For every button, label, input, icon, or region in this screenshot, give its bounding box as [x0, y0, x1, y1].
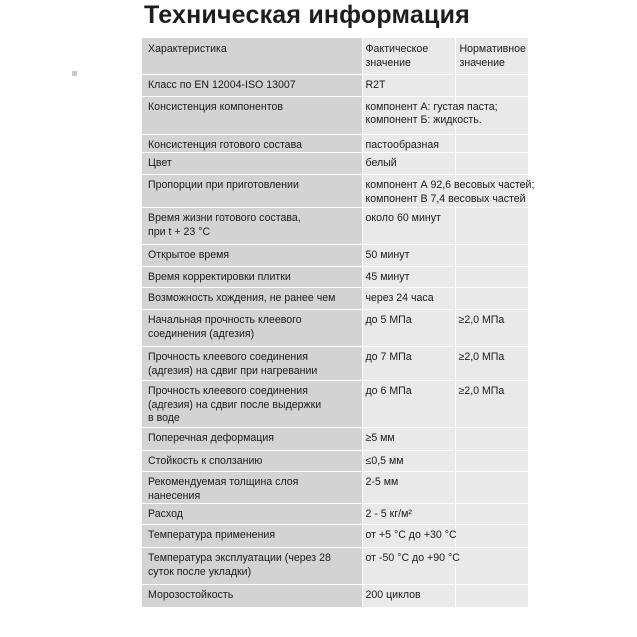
row-actual-value-line: от +5 °С до +30 °С — [365, 529, 457, 541]
header-normative-line2: значение — [459, 56, 505, 69]
row-actual-value — [362, 472, 455, 504]
row-characteristic-line: Рекомендуемая толщина слоя — [148, 476, 299, 488]
row-characteristic — [142, 504, 362, 525]
row-normative-value — [455, 208, 528, 245]
row-characteristic — [142, 267, 362, 288]
row-characteristic — [142, 472, 362, 504]
row-actual-value-line: 50 минут — [365, 249, 410, 261]
row-characteristic — [142, 134, 362, 153]
row-actual-value-line: белый — [365, 157, 397, 169]
row-characteristic — [142, 347, 362, 381]
row-characteristic — [142, 288, 362, 310]
row-actual-value-line: через 24 часа — [365, 292, 434, 304]
row-actual-value-line: до 5 МПа — [365, 314, 412, 326]
row-characteristic-line: (адгезия) на сдвиг при нагревании — [148, 364, 318, 377]
table-row — [142, 153, 528, 175]
row-characteristic-line: Температура применения — [148, 529, 276, 541]
row-actual-value — [362, 310, 455, 347]
row-characteristic-line: при t + 23 °С — [148, 225, 211, 238]
row-normative-value-line: ≥2,0 МПа — [458, 385, 505, 397]
row-characteristic-line: Стойкость к сползанию — [148, 455, 263, 467]
row-actual-value-line: до 7 МПа — [365, 351, 412, 363]
row-characteristic-line: Время жизни готового состава, — [148, 212, 301, 224]
table-row — [142, 208, 528, 245]
row-actual-value — [362, 245, 455, 267]
table-row — [142, 175, 528, 208]
row-characteristic — [142, 153, 362, 175]
row-normative-value — [455, 267, 528, 288]
row-characteristic-line: Консистенция готового состава — [148, 138, 302, 151]
row-actual-value — [362, 525, 455, 548]
row-actual-value-line: 200 циклов — [365, 589, 421, 601]
table-row — [142, 525, 528, 548]
row-characteristic — [142, 245, 362, 267]
table-header-row — [142, 38, 528, 74]
row-actual-value-line: до 6 МПа — [365, 385, 412, 397]
table-row — [142, 96, 528, 134]
row-characteristic-line: Расход — [148, 508, 183, 520]
header-characteristic — [142, 38, 362, 74]
row-actual-value — [362, 347, 455, 381]
row-actual-value — [362, 134, 455, 153]
row-characteristic-line: Открытое время — [148, 249, 230, 261]
row-characteristic-line: Класс по EN 12004-ISO 13007 — [148, 78, 296, 91]
table-row — [142, 504, 528, 525]
row-characteristic-line: Поперечная деформация — [148, 432, 274, 444]
row-normative-value — [455, 74, 528, 96]
row-normative-value — [455, 310, 528, 347]
table-row — [142, 428, 528, 451]
row-normative-value — [455, 504, 528, 525]
row-characteristic-line: Цвет — [148, 157, 172, 169]
row-actual-value — [362, 428, 455, 451]
table-row — [142, 134, 528, 153]
row-actual-value — [362, 548, 460, 585]
decorative-marker — [72, 71, 77, 76]
row-actual-value-line: R2T — [365, 78, 386, 91]
row-actual-value-line: компонент Б: жидкость. — [365, 114, 482, 126]
row-actual-value-line: 45 минут — [365, 271, 410, 283]
row-normative-value — [455, 428, 528, 451]
row-actual-value-line: ≤0,5 мм — [365, 455, 404, 467]
row-actual-value — [362, 74, 455, 96]
row-normative-value — [455, 585, 528, 608]
row-characteristic — [142, 381, 362, 428]
page-title: Техническая информация — [144, 1, 470, 29]
row-characteristic — [142, 208, 362, 245]
row-normative-value-line: ≥2,0 МПа — [458, 314, 505, 326]
row-characteristic — [142, 175, 362, 208]
row-actual-value — [362, 504, 455, 525]
row-actual-value — [362, 208, 455, 245]
row-characteristic — [142, 96, 362, 134]
row-actual-value — [362, 175, 535, 208]
row-normative-value — [455, 548, 528, 585]
table-row — [142, 267, 528, 288]
tech-info-table — [142, 38, 535, 608]
row-actual-value-line: компонент В 7,4 весовых частей — [365, 192, 526, 205]
row-characteristic-line: (адгезия) на сдвиг после выдержки — [148, 398, 322, 411]
table-row — [142, 245, 528, 267]
table-row — [142, 451, 528, 472]
row-characteristic-line: Прочность клеевого соединения — [148, 385, 308, 397]
table-row — [142, 381, 528, 428]
row-characteristic — [142, 310, 362, 347]
table-row — [142, 74, 528, 96]
header-actual-line2: значение — [365, 56, 411, 69]
row-characteristic — [142, 548, 362, 585]
table-row — [142, 310, 528, 347]
table-row — [142, 548, 528, 585]
row-actual-value — [362, 585, 455, 608]
header-characteristic-label: Характеристика — [148, 43, 227, 55]
row-actual-value — [362, 96, 498, 134]
row-characteristic — [142, 525, 362, 548]
header-actual-line1: Фактическое — [365, 43, 429, 55]
row-actual-value-line: 2 - 5 кг/м² — [365, 508, 412, 520]
row-normative-value — [455, 153, 528, 175]
row-actual-value — [362, 451, 455, 472]
row-characteristic — [142, 74, 362, 96]
row-characteristic-line: суток после укладки) — [148, 565, 252, 578]
row-actual-value-line: ≥5 мм — [365, 432, 395, 444]
row-actual-value-line: пастообразная — [365, 138, 440, 151]
row-normative-value — [455, 472, 528, 504]
row-characteristic-line: Пропорции при приготовлении — [148, 179, 299, 191]
row-actual-value — [362, 288, 455, 310]
row-normative-value — [455, 134, 528, 153]
table-row — [142, 472, 528, 504]
row-actual-value-line: компонент А: густая паста; — [365, 100, 498, 113]
row-characteristic-line: нанесения — [148, 489, 201, 502]
row-normative-value — [455, 347, 528, 381]
row-actual-value — [362, 267, 455, 288]
header-normative — [455, 38, 528, 74]
row-actual-value-line: от -50 °С до +90 °С — [365, 552, 460, 564]
row-characteristic — [142, 428, 362, 451]
table-row — [142, 585, 528, 608]
header-actual — [362, 38, 455, 74]
row-normative-value — [455, 245, 528, 267]
row-characteristic-line: Морозостойкость — [148, 589, 234, 601]
row-actual-value — [362, 153, 455, 175]
row-characteristic-line: Начальная прочность клеевого — [148, 314, 302, 326]
row-normative-value — [455, 381, 528, 428]
row-actual-value-line: 2-5 мм — [365, 476, 399, 488]
row-actual-value-line: компонент А 92,6 весовых частей; — [365, 179, 535, 191]
row-actual-value — [362, 381, 455, 428]
row-characteristic-line: Прочность клеевого соединения — [148, 351, 308, 363]
row-characteristic-line: Консистенция компонентов — [148, 100, 283, 113]
row-characteristic-line: Температура эксплуатации (через 28 — [148, 552, 331, 564]
row-characteristic-line: Время корректировки плитки — [148, 271, 291, 283]
header-normative-line1: Нормативное — [459, 43, 526, 55]
row-normative-value — [455, 525, 528, 548]
row-characteristic — [142, 451, 362, 472]
row-characteristic-line: Возможность хождения, не ранее чем — [148, 292, 336, 304]
table-row — [142, 288, 528, 310]
row-characteristic-line: соединения (адгезия) — [148, 327, 255, 340]
row-normative-value-line: ≥2,0 МПа — [458, 351, 505, 363]
row-normative-value — [455, 288, 528, 310]
row-characteristic-line: в воде — [148, 412, 180, 424]
table-row — [142, 347, 528, 381]
row-characteristic — [142, 585, 362, 608]
row-actual-value-line: около 60 минут — [365, 212, 441, 224]
row-normative-value — [455, 451, 528, 472]
